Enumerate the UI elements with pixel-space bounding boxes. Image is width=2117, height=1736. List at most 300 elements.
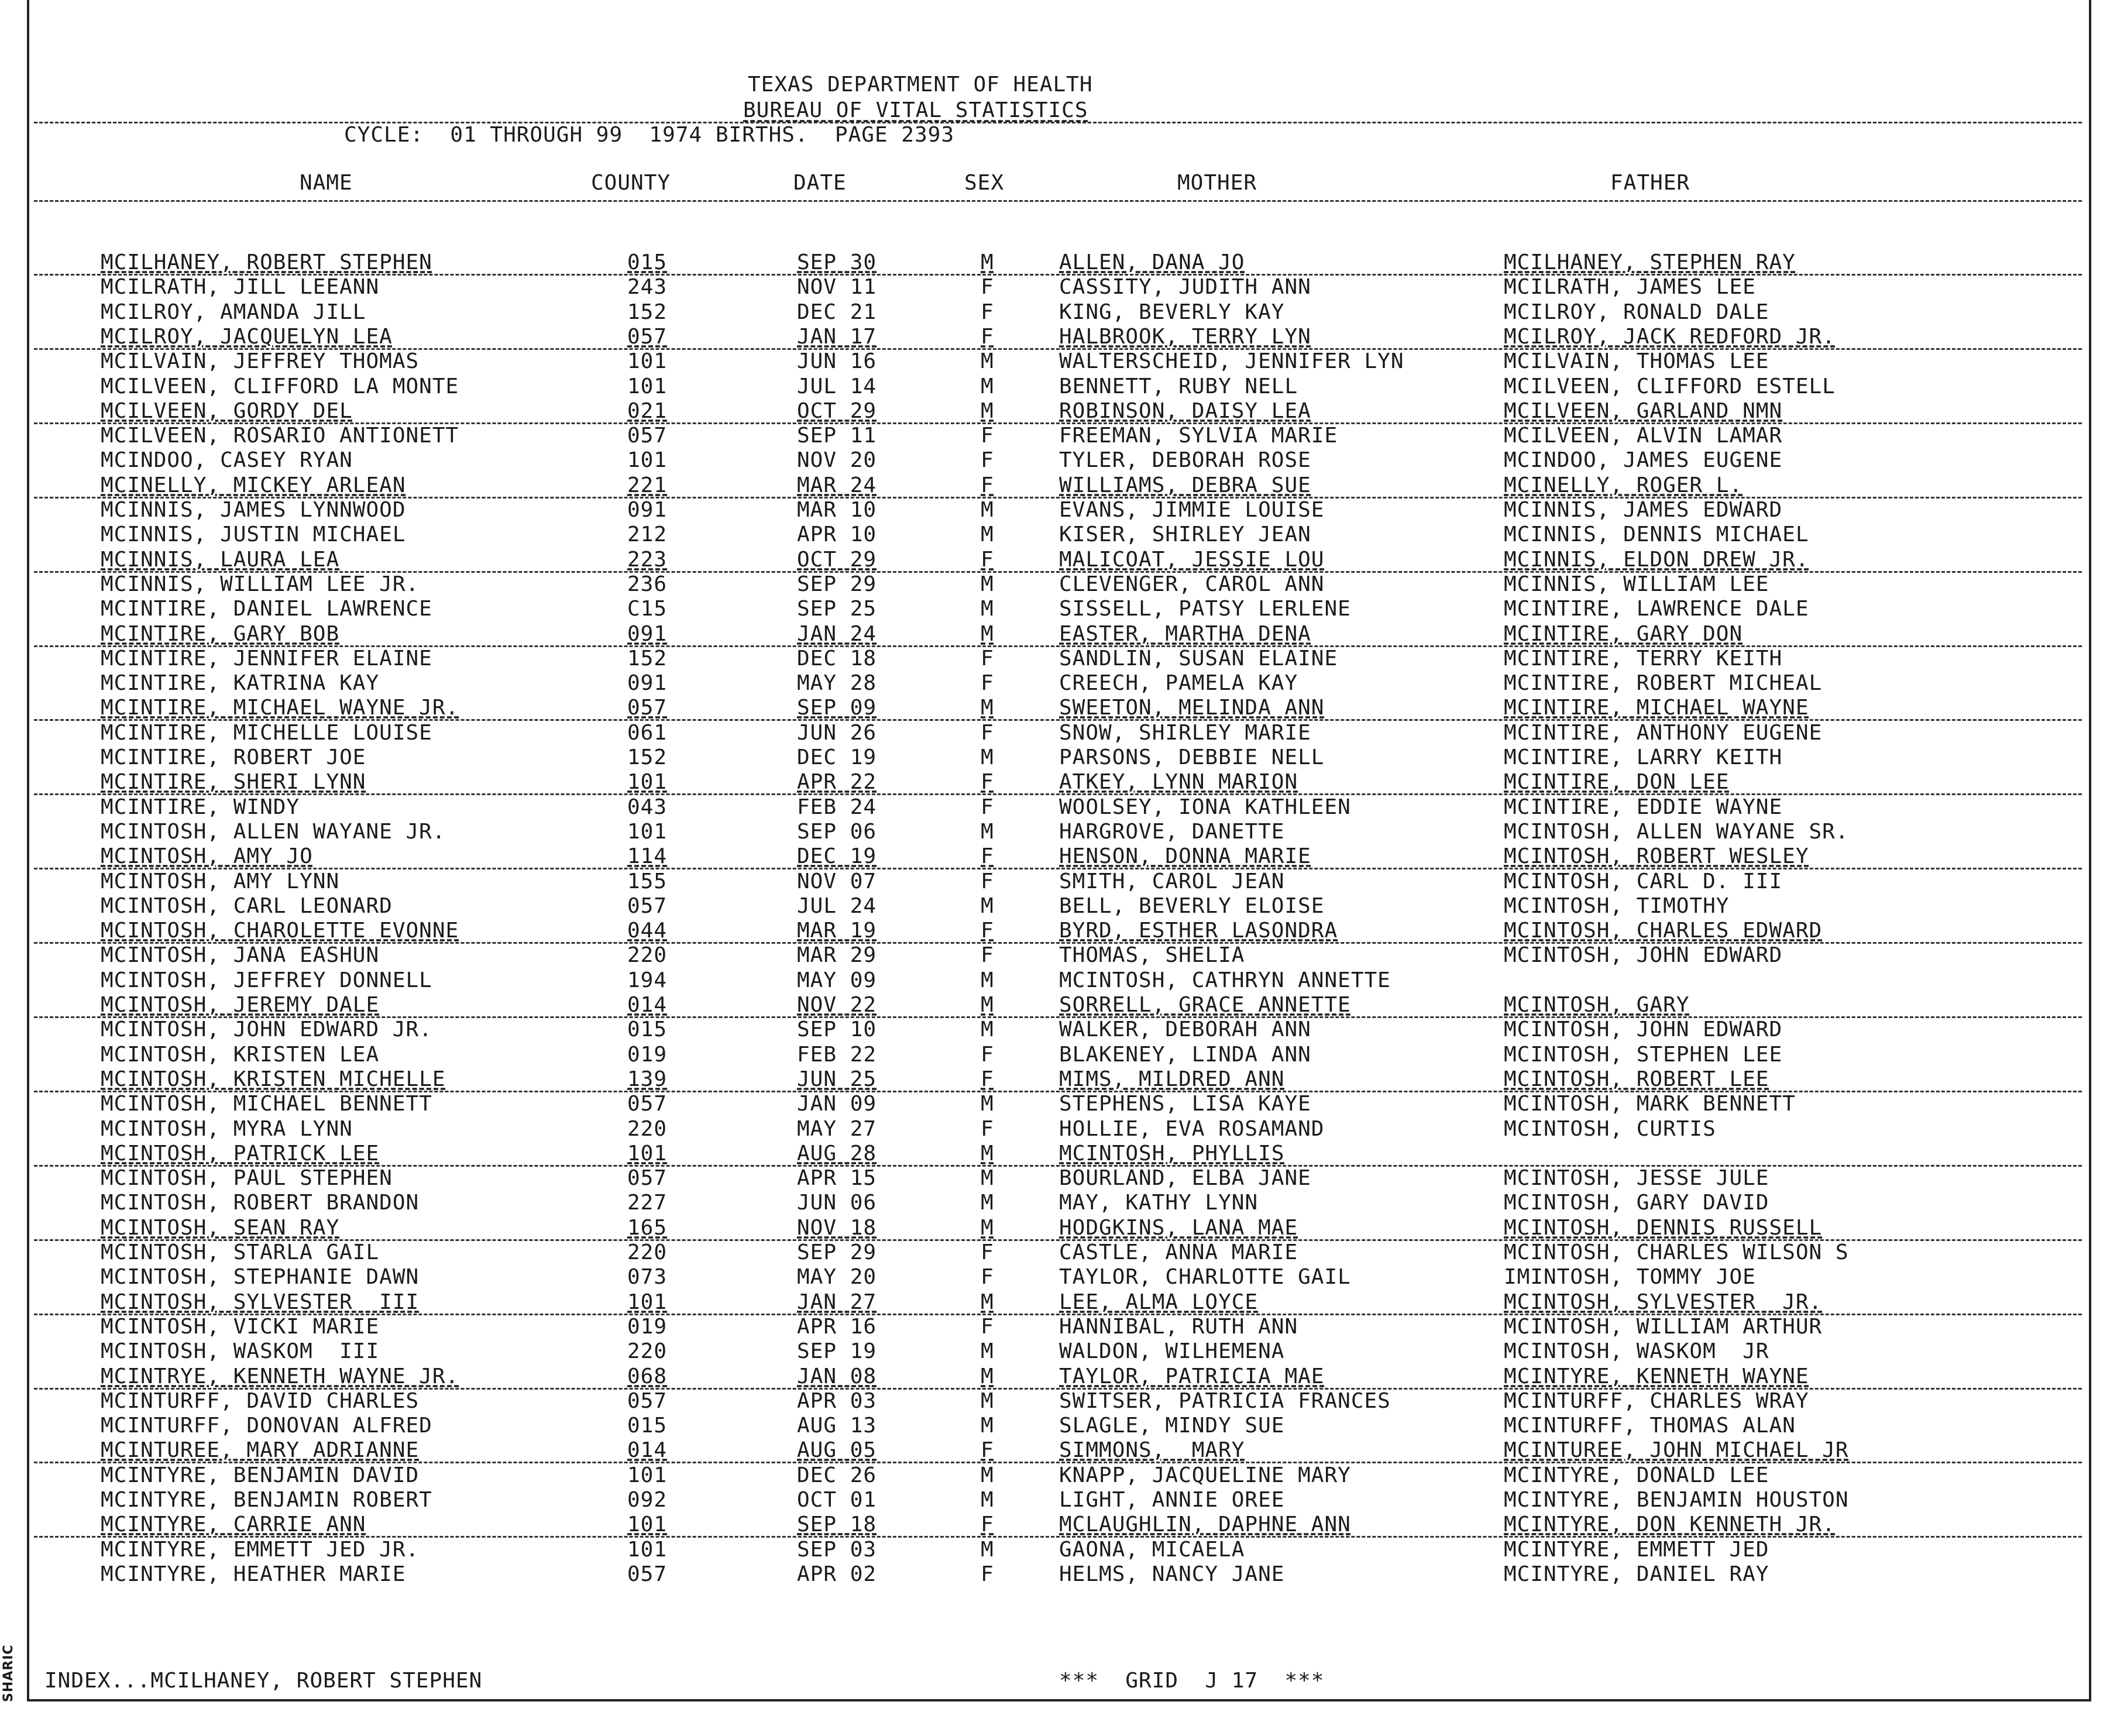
cell-date: SEP 18 [797, 1512, 877, 1536]
col-header-mother: MOTHER [1177, 171, 1257, 195]
cell-name: MCINTIRE, WINDY [101, 795, 300, 819]
cell-date: NOV 22 [797, 993, 877, 1017]
cell-name: MCINTOSH, PAUL STEPHEN [101, 1166, 393, 1190]
cell-father: MCINNIS, JAMES EDWARD [1504, 498, 1783, 522]
cell-date: AUG 05 [797, 1438, 877, 1462]
cell-name: MCINTOSH, JEFFREY DONNELL [101, 968, 432, 992]
col-header-father: FATHER [1610, 171, 1690, 195]
cell-county: C15 [627, 597, 668, 621]
table-row [0, 1463, 2083, 1488]
cell-name: MCINTOSH, JOHN EDWARD JR. [101, 1017, 432, 1041]
cell-date: NOV 11 [797, 275, 877, 299]
cell-sex: M [981, 498, 994, 522]
cell-mother: WALKER, DEBORAH ANN [1059, 1017, 1311, 1041]
cell-mother: SANDLIN, SUSAN ELAINE [1059, 647, 1338, 671]
cell-mother: SORRELL, GRACE ANNETTE [1059, 993, 1351, 1017]
cell-name: MCINTIRE, GARY BOB [101, 622, 340, 646]
cell-name: MCINNIS, WILLIAM LEE JR. [101, 572, 420, 596]
cell-mother: TAYLOR, CHARLOTTE GAIL [1059, 1265, 1351, 1289]
cell-sex: F [981, 448, 994, 472]
cell-name: MCINTIRE, MICHAEL WAYNE JR. [101, 696, 459, 720]
cell-county: 057 [627, 325, 668, 349]
cell-mother: WALTERSCHEID, JENNIFER LYN [1059, 349, 1404, 373]
cell-date: OCT 29 [797, 399, 877, 423]
cell-county: 021 [627, 399, 668, 423]
table-row [0, 1562, 2083, 1587]
cell-date: SEP 19 [797, 1339, 877, 1363]
cell-mother: BENNETT, RUBY NELL [1059, 374, 1298, 398]
cell-name: MCINNIS, JAMES LYNNWOOD [101, 498, 406, 522]
cell-father: MCINTURFF, CHARLES WRAY [1504, 1389, 1809, 1413]
cell-county: 019 [627, 1043, 668, 1067]
cell-sex: M [981, 1463, 994, 1487]
cell-name: MCINTIRE, MICHELLE LOUISE [101, 721, 432, 745]
table-row [0, 448, 2083, 473]
cell-mother: SNOW, SHIRLEY MARIE [1059, 721, 1311, 745]
cell-name: MCINTOSH, SEAN RAY [101, 1216, 340, 1240]
cell-mother: ROBINSON, DAISY LEA [1059, 399, 1311, 423]
table-row [0, 721, 2083, 745]
cell-county: 091 [627, 622, 668, 646]
cell-mother: ATKEY, LYNN MARION [1059, 770, 1298, 794]
cell-mother: BYRD, ESTHER LASONDRA [1059, 919, 1338, 943]
cell-sex: F [981, 770, 994, 794]
cell-date: JUL 24 [797, 894, 877, 918]
cell-date: APR 22 [797, 770, 877, 794]
cell-sex: F [981, 473, 994, 497]
cell-county: 155 [627, 869, 668, 893]
cell-mother: TYLER, DEBORAH ROSE [1059, 448, 1311, 472]
cell-mother: BELL, BEVERLY ELOISE [1059, 894, 1325, 918]
header-divider-top [34, 122, 2082, 123]
col-header-date: DATE [793, 171, 847, 195]
cell-father: MCINTOSH, CURTIS [1504, 1117, 1716, 1141]
cell-sex: F [981, 721, 994, 745]
table-row [0, 1339, 2083, 1364]
cell-sex: M [981, 349, 994, 373]
table-row [0, 1488, 2083, 1512]
table-row [0, 1414, 2083, 1438]
cell-sex: F [981, 1438, 994, 1462]
cell-county: 092 [627, 1488, 668, 1512]
table-row [0, 943, 2083, 968]
cell-name: MCINTOSH, WASKOM III [101, 1339, 380, 1363]
cell-mother: HELMS, NANCY JANE [1059, 1562, 1285, 1586]
cell-sex: F [981, 919, 994, 943]
cell-county: 223 [627, 548, 668, 572]
cell-mother: EASTER, MARTHA DENA [1059, 622, 1311, 646]
col-header-sex: SEX [964, 171, 1005, 195]
cell-name: MCINTOSH, PATRICK LEE [101, 1142, 380, 1166]
cell-father: MCINTOSH, GARY [1504, 993, 1690, 1017]
cell-father: MCINNIS, WILLIAM LEE [1504, 572, 1769, 596]
cell-mother: CASTLE, ANNA MARIE [1059, 1240, 1298, 1264]
cell-sex: M [981, 820, 994, 844]
cell-date: MAY 20 [797, 1265, 877, 1289]
cell-father: MCINTUREE, JOHN MICHAEL JR [1504, 1438, 1849, 1462]
cell-sex: F [981, 325, 994, 349]
cell-mother: STEPHENS, LISA KAYE [1059, 1092, 1311, 1116]
cell-father: MCILRATH, JAMES LEE [1504, 275, 1756, 299]
cell-mother: SWEETON, MELINDA ANN [1059, 696, 1325, 720]
cell-mother: LEE, ALMA LOYCE [1059, 1290, 1259, 1314]
table-row [0, 522, 2083, 547]
table-row [0, 325, 2083, 349]
cell-date: NOV 18 [797, 1216, 877, 1240]
cell-county: 221 [627, 473, 668, 497]
cell-sex: M [981, 1339, 994, 1363]
cell-father: MCINTYRE, DON KENNETH JR. [1504, 1512, 1836, 1536]
cell-father: MCINTOSH, CHARLES WILSON S [1504, 1240, 1849, 1264]
cell-county: 014 [627, 1438, 668, 1462]
table-row [0, 844, 2083, 869]
cell-sex: M [981, 1389, 994, 1413]
cell-name: MCINTOSH, STEPHANIE DAWN [101, 1265, 420, 1289]
cell-date: OCT 01 [797, 1488, 877, 1512]
cell-name: MCINNIS, JUSTIN MICHAEL [101, 522, 406, 546]
cell-name: MCINTOSH, MICHAEL BENNETT [101, 1092, 432, 1116]
cell-mother: LIGHT, ANNIE OREE [1059, 1488, 1285, 1512]
cell-mother: KISER, SHIRLEY JEAN [1059, 522, 1311, 546]
col-header-name: NAME [300, 171, 353, 195]
cell-county: 152 [627, 300, 668, 324]
cell-name: MCILVEEN, ROSARIO ANTIONETT [101, 424, 459, 448]
table-row [0, 1067, 2083, 1092]
cell-name: MCINTOSH, AMY JO [101, 844, 313, 868]
cell-county: 061 [627, 721, 668, 745]
table-row [0, 894, 2083, 919]
cell-date: SEP 11 [797, 424, 877, 448]
cell-sex: F [981, 1043, 994, 1067]
cell-sex: M [981, 745, 994, 769]
cell-name: MCINTYRE, BENJAMIN ROBERT [101, 1488, 432, 1512]
cell-county: 057 [627, 696, 668, 720]
table-row [0, 399, 2083, 424]
col-header-county: COUNTY [591, 171, 671, 195]
cell-county: 015 [627, 250, 668, 274]
cell-name: MCINTOSH, SYLVESTER III [101, 1290, 420, 1314]
cell-father: MCINTOSH, MARK BENNETT [1504, 1092, 1796, 1116]
cell-father: MCINTOSH, DENNIS RUSSELL [1504, 1216, 1823, 1240]
table-row [0, 869, 2083, 894]
cell-father: MCINTYRE, DONALD LEE [1504, 1463, 1769, 1487]
cell-father: MCINTOSH, JOHN EDWARD [1504, 1017, 1783, 1041]
cell-sex: F [981, 1240, 994, 1264]
cell-name: MCINNIS, LAURA LEA [101, 548, 340, 572]
cell-mother: HOLLIE, EVA ROSAMAND [1059, 1117, 1325, 1141]
table-row [0, 696, 2083, 720]
cell-mother: MALICOAT, JESSIE LOU [1059, 548, 1325, 572]
cell-mother: WOOLSEY, IONA KATHLEEN [1059, 795, 1351, 819]
cell-name: MCINTOSH, MYRA LYNN [101, 1117, 353, 1141]
cell-name: MCILVEEN, CLIFFORD LA MONTE [101, 374, 459, 398]
cell-sex: M [981, 522, 994, 546]
table-row [0, 1315, 2083, 1339]
table-row [0, 1364, 2083, 1389]
cell-county: 101 [627, 770, 668, 794]
cell-date: DEC 19 [797, 844, 877, 868]
cell-date: DEC 21 [797, 300, 877, 324]
cell-sex: F [981, 424, 994, 448]
cell-county: 236 [627, 572, 668, 596]
table-row [0, 1216, 2083, 1240]
cell-county: 057 [627, 1092, 668, 1116]
cell-name: MCINTOSH, JANA EASHUN [101, 943, 380, 967]
cell-county: 019 [627, 1315, 668, 1339]
cell-father: MCINTOSH, GARY DAVID [1504, 1191, 1769, 1215]
cell-name: MCINTRYE, KENNETH WAYNE JR. [101, 1364, 459, 1388]
cell-sex: F [981, 300, 994, 324]
cell-father: MCINTIRE, GARY DON [1504, 622, 1743, 646]
cell-name: MCILVEEN, GORDY DEL [101, 399, 353, 423]
cell-mother: SLAGLE, MINDY SUE [1059, 1414, 1285, 1438]
table-row [0, 795, 2083, 820]
cell-mother: SMITH, CAROL JEAN [1059, 869, 1285, 893]
cell-county: 101 [627, 1290, 668, 1314]
cell-father: MCINTOSH, ROBERT WESLEY [1504, 844, 1809, 868]
cell-father: MCILROY, RONALD DALE [1504, 300, 1769, 324]
cell-county: 220 [627, 943, 668, 967]
cell-date: MAY 28 [797, 671, 877, 695]
cell-sex: F [981, 548, 994, 572]
cell-mother: BOURLAND, ELBA JANE [1059, 1166, 1311, 1190]
cell-mother: EVANS, JIMMIE LOUISE [1059, 498, 1325, 522]
cell-date: APR 15 [797, 1166, 877, 1190]
cell-date: MAY 09 [797, 968, 877, 992]
cell-mother: BLAKENEY, LINDA ANN [1059, 1043, 1311, 1067]
table-row [0, 647, 2083, 671]
table-row [0, 820, 2083, 844]
table-row [0, 597, 2083, 621]
cell-father: MCINTYRE, EMMETT JED [1504, 1538, 1769, 1562]
table-row [0, 671, 2083, 696]
cell-name: MCINTIRE, DANIEL LAWRENCE [101, 597, 432, 621]
cell-name: MCILROY, JACQUELYN LEA [101, 325, 393, 349]
cell-date: SEP 09 [797, 696, 877, 720]
cell-father: MCINTURFF, THOMAS ALAN [1504, 1414, 1796, 1438]
cell-sex: M [981, 572, 994, 596]
cell-date: FEB 22 [797, 1043, 877, 1067]
table-row [0, 1166, 2083, 1191]
cell-county: 220 [627, 1117, 668, 1141]
cell-date: NOV 07 [797, 869, 877, 893]
cell-mother: SIMMONS, MARY [1059, 1438, 1245, 1462]
cell-father: MCINTOSH, JOHN EDWARD [1504, 943, 1783, 967]
table-row [0, 1538, 2083, 1562]
cell-date: SEP 30 [797, 250, 877, 274]
cell-name: MCINTYRE, CARRIE ANN [101, 1512, 366, 1536]
cell-mother: CASSITY, JUDITH ANN [1059, 275, 1311, 299]
cell-sex: F [981, 1315, 994, 1339]
cell-date: JUN 25 [797, 1067, 877, 1091]
table-row [0, 770, 2083, 795]
cell-date: MAR 29 [797, 943, 877, 967]
cell-date: OCT 29 [797, 548, 877, 572]
table-row [0, 1043, 2083, 1067]
cell-date: JUN 06 [797, 1191, 877, 1215]
cell-mother: WILLIAMS, DEBRA SUE [1059, 473, 1311, 497]
cell-county: 152 [627, 745, 668, 769]
cell-sex: F [981, 1562, 994, 1586]
cell-sex: M [981, 374, 994, 398]
table-row [0, 993, 2083, 1017]
cell-sex: F [981, 1117, 994, 1141]
cell-county: 101 [627, 1512, 668, 1536]
cycle-line: CYCLE: 01 THROUGH 99 1974 BIRTHS. PAGE 2393 [344, 123, 954, 147]
table-row [0, 424, 2083, 448]
cell-name: MCINTOSH, STARLA GAIL [101, 1240, 380, 1264]
cell-sex: F [981, 869, 994, 893]
cell-father: MCILVAIN, THOMAS LEE [1504, 349, 1769, 373]
cell-date: AUG 13 [797, 1414, 877, 1438]
cell-mother: MIMS, MILDRED ANN [1059, 1067, 1285, 1091]
table-row [0, 919, 2083, 943]
cell-date: JAN 17 [797, 325, 877, 349]
cell-name: MCINTYRE, BENJAMIN DAVID [101, 1463, 420, 1487]
cell-date: JUL 14 [797, 374, 877, 398]
table-row [0, 1438, 2083, 1463]
cell-name: MCILVAIN, JEFFREY THOMAS [101, 349, 420, 373]
cell-father: MCINTIRE, ROBERT MICHEAL [1504, 671, 1823, 695]
cell-sex: M [981, 1414, 994, 1438]
cell-sex: M [981, 1290, 994, 1314]
cell-name: MCINELLY, MICKEY ARLEAN [101, 473, 406, 497]
cell-sex: M [981, 1538, 994, 1562]
cell-sex: M [981, 399, 994, 423]
cell-sex: F [981, 844, 994, 868]
cell-father: MCINTOSH, STEPHEN LEE [1504, 1043, 1783, 1067]
cell-mother: SISSELL, PATSY LERLENE [1059, 597, 1351, 621]
cell-mother: HODGKINS, LANA MAE [1059, 1216, 1298, 1240]
cell-county: 212 [627, 522, 668, 546]
cell-sex: F [981, 943, 994, 967]
cell-father: MCINTOSH, ALLEN WAYANE SR. [1504, 820, 1849, 844]
table-row [0, 968, 2083, 993]
table-row [0, 1117, 2083, 1142]
table-row [0, 1265, 2083, 1290]
cell-county: 101 [627, 448, 668, 472]
cell-county: 057 [627, 424, 668, 448]
cell-date: MAY 27 [797, 1117, 877, 1141]
cell-date: APR 16 [797, 1315, 877, 1339]
cell-name: MCINTIRE, JENNIFER ELAINE [101, 647, 432, 671]
cell-father: MCINTIRE, TERRY KEITH [1504, 647, 1783, 671]
cell-sex: M [981, 597, 994, 621]
cell-name: MCINTOSH, ALLEN WAYANE JR. [101, 820, 446, 844]
cell-county: 101 [627, 1538, 668, 1562]
cell-sex: M [981, 968, 994, 992]
cell-county: 101 [627, 374, 668, 398]
cell-sex: M [981, 250, 994, 274]
cell-sex: M [981, 1017, 994, 1041]
cell-name: MCINTYRE, HEATHER MARIE [101, 1562, 406, 1586]
cell-date: APR 02 [797, 1562, 877, 1586]
cell-father: MCINTOSH, SYLVESTER JR. [1504, 1290, 1823, 1314]
cell-date: JAN 09 [797, 1092, 877, 1116]
cell-county: 057 [627, 1562, 668, 1586]
cell-name: MCINTOSH, KRISTEN LEA [101, 1043, 380, 1067]
cell-sex: F [981, 1265, 994, 1289]
table-row [0, 572, 2083, 597]
table-row [0, 1240, 2083, 1265]
cell-father: MCINTOSH, CARL D. III [1504, 869, 1783, 893]
table-row [0, 622, 2083, 647]
cell-mother: HALBROOK, TERRY LYN [1059, 325, 1311, 349]
cell-county: 068 [627, 1364, 668, 1388]
table-row [0, 275, 2083, 300]
cell-mother: FREEMAN, SYLVIA MARIE [1059, 424, 1338, 448]
cell-father: MCILROY, JACK REDFORD JR. [1504, 325, 1836, 349]
cell-mother: HARGROVE, DANETTE [1059, 820, 1285, 844]
table-row [0, 498, 2083, 522]
side-label: SHARIC [1, 1644, 16, 1703]
cell-father: MCINTYRE, KENNETH WAYNE [1504, 1364, 1809, 1388]
table-row [0, 1389, 2083, 1414]
cell-county: 220 [627, 1339, 668, 1363]
cell-date: FEB 24 [797, 795, 877, 819]
cell-county: 243 [627, 275, 668, 299]
table-row [0, 1191, 2083, 1215]
cell-father: MCILVEEN, CLIFFORD ESTELL [1504, 374, 1836, 398]
cell-sex: M [981, 1364, 994, 1388]
cell-name: MCILRATH, JILL LEEANN [101, 275, 380, 299]
cell-sex: M [981, 1216, 994, 1240]
footer-grid: *** GRID J 17 *** [1059, 1669, 1325, 1693]
cell-date: SEP 25 [797, 597, 877, 621]
cell-father: MCINTIRE, MICHAEL WAYNE [1504, 696, 1809, 720]
cell-name: MCINDOO, CASEY RYAN [101, 448, 353, 472]
cell-name: MCINTIRE, ROBERT JOE [101, 745, 366, 769]
cell-father: MCINTOSH, CHARLES EDWARD [1504, 919, 1823, 943]
cell-name: MCINTURFF, DAVID CHARLES [101, 1389, 420, 1413]
cell-mother: THOMAS, SHELIA [1059, 943, 1245, 967]
table-row [0, 1092, 2083, 1116]
cell-mother: ALLEN, DANA JO [1059, 250, 1245, 274]
cell-father: MCILVEEN, ALVIN LAMAR [1504, 424, 1783, 448]
cell-sex: M [981, 1166, 994, 1190]
cell-date: SEP 10 [797, 1017, 877, 1041]
cell-name: MCINTOSH, ROBERT BRANDON [101, 1191, 420, 1215]
cell-father: IMINTOSH, TOMMY JOE [1504, 1265, 1756, 1289]
table-row [0, 1142, 2083, 1166]
cell-name: MCINTOSH, VICKI MARIE [101, 1315, 380, 1339]
cell-sex: F [981, 647, 994, 671]
cell-name: MCINTOSH, CARL LEONARD [101, 894, 393, 918]
cell-date: JUN 26 [797, 721, 877, 745]
cell-date: APR 10 [797, 522, 877, 546]
cell-name: MCILHANEY, ROBERT STEPHEN [101, 250, 432, 274]
cell-name: MCINTOSH, JEREMY DALE [101, 993, 380, 1017]
cell-sex: F [981, 795, 994, 819]
cell-name: MCINTOSH, KRISTEN MICHELLE [101, 1067, 446, 1091]
cell-father: MCILVEEN, GARLAND NMN [1504, 399, 1783, 423]
cell-father: MCINNIS, DENNIS MICHAEL [1504, 522, 1809, 546]
cell-county: 057 [627, 894, 668, 918]
cell-mother: MCINTOSH, CATHRYN ANNETTE [1059, 968, 1391, 992]
cell-name: MCINTOSH, AMY LYNN [101, 869, 340, 893]
cell-mother: KING, BEVERLY KAY [1059, 300, 1285, 324]
cell-sex: F [981, 1067, 994, 1091]
cell-date: SEP 29 [797, 1240, 877, 1264]
cell-date: DEC 26 [797, 1463, 877, 1487]
cell-date: SEP 06 [797, 820, 877, 844]
cell-name: MCINTUREE, MARY ADRIANNE [101, 1438, 420, 1462]
cell-father: MCINTYRE, BENJAMIN HOUSTON [1504, 1488, 1849, 1512]
cell-county: 220 [627, 1240, 668, 1264]
cell-county: 101 [627, 1463, 668, 1487]
cell-sex: M [981, 993, 994, 1017]
cell-name: MCILROY, AMANDA JILL [101, 300, 366, 324]
